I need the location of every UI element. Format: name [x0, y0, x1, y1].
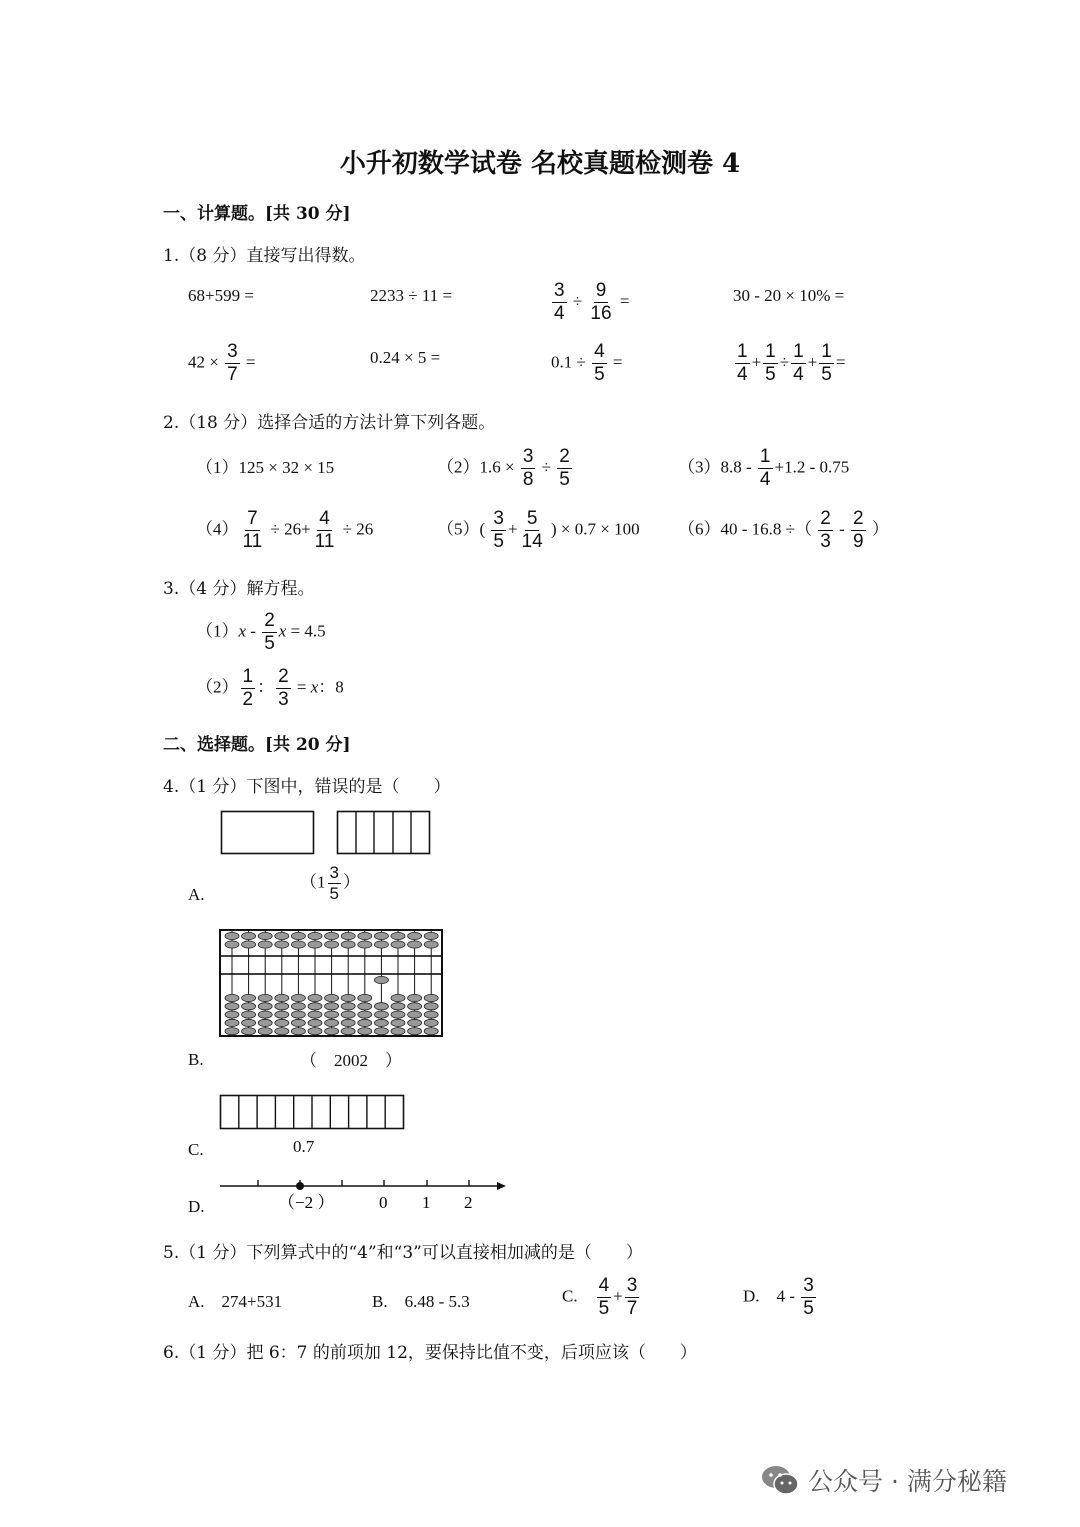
abacus-bead — [391, 1011, 405, 1018]
abacus-bead — [358, 1028, 372, 1035]
abacus-bead — [275, 1003, 289, 1010]
q2-item-1: （1）125 × 32 × 15 — [196, 458, 335, 477]
abacus-bead — [408, 932, 422, 939]
q4-option-d-label[interactable]: D. — [188, 1197, 205, 1216]
q1-item-4: 30 - 20 × 10% = — [733, 286, 845, 305]
abacus-bead — [341, 1028, 355, 1035]
abacus-bead — [242, 1003, 256, 1010]
q4-option-a-caption: （1 $\frac{3}{5}$ ） — [300, 863, 360, 903]
abacus-bead — [275, 941, 289, 948]
abacus-bead — [275, 1028, 289, 1035]
q4-option-a-figure — [218, 808, 434, 858]
abacus-bead — [308, 941, 322, 948]
abacus-bead — [291, 1019, 305, 1026]
abacus-bead — [325, 932, 339, 939]
abacus-bead — [408, 994, 422, 1001]
abacus-bead — [225, 1019, 239, 1026]
abacus-bead — [325, 1028, 339, 1035]
q4-option-c-label[interactable]: C. — [188, 1140, 204, 1159]
abacus-bead — [358, 932, 372, 939]
abacus-bead — [424, 932, 438, 939]
watermark-text: 公众号 · 满分秘籍 — [808, 1467, 1007, 1496]
abacus-bead — [308, 932, 322, 939]
q1-item-7: 0.1 ÷ $\frac{4}{5}$ = — [551, 341, 623, 385]
abacus-bead — [258, 1003, 272, 1010]
abacus-bead — [225, 994, 239, 1001]
q2-item-3: （3）8.8 - $\frac{1}{4}$ +1.2 - 0.75 — [678, 446, 850, 490]
number-line-label-0: 0 — [379, 1193, 388, 1212]
question-1-stem: 1.（8 分）直接写出得数。 — [163, 246, 366, 266]
abacus-bead — [408, 1019, 422, 1026]
abacus-bead — [374, 976, 388, 983]
abacus-bead — [258, 1028, 272, 1035]
abacus-bead — [424, 1011, 438, 1018]
abacus-bead — [358, 1003, 372, 1010]
abacus-bead — [225, 1003, 239, 1010]
page-title: 小升初数学试卷 名校真题检测卷 4 — [339, 149, 741, 179]
abacus-bead — [341, 1019, 355, 1026]
q1-item-8: $\frac{1}{4}$ + $\frac{1}{5}$ ÷ $\frac{1}{4}$ + $\frac{1}{5}$ = — [737, 341, 846, 385]
q3-equation-1: （1）x - $\frac{2}{5}$ x = 4.5 — [196, 610, 326, 654]
q5-option-b[interactable]: B. 6.48 - 5.3 — [372, 1292, 470, 1311]
abacus-bead — [325, 1003, 339, 1010]
abacus-bead — [358, 1019, 372, 1026]
abacus-bead — [325, 941, 339, 948]
number-line-label-neg2: （−2 ） — [278, 1193, 335, 1212]
abacus-bead — [242, 941, 256, 948]
abacus-bead — [408, 1011, 422, 1018]
question-3-stem: 3.（4 分）解方程。 — [163, 579, 315, 599]
abacus-bead — [358, 1011, 372, 1018]
q3-equation-2: （2） $\frac{1}{2}$ ： $\frac{2}{3}$ = x：8 — [196, 666, 344, 710]
question-2-stem: 2.（18 分）选择合适的方法计算下列各题。 — [163, 413, 496, 433]
abacus-bead — [308, 1003, 322, 1010]
abacus-bead — [291, 1003, 305, 1010]
abacus-bead — [408, 1003, 422, 1010]
section-heading-2: 二、选择题。[共 20 分] — [163, 735, 351, 755]
abacus-bead — [391, 1028, 405, 1035]
abacus-bead — [374, 1011, 388, 1018]
abacus-bead — [424, 1019, 438, 1026]
question-4-stem: 4.（1 分）下图中，错误的是（ ） — [163, 777, 451, 797]
abacus-bead — [258, 994, 272, 1001]
q1-item-3: $\frac{3}{4}$ ÷ $\frac{9}{16}$ = — [554, 280, 630, 324]
abacus-bead — [242, 1019, 256, 1026]
q1-item-5: 42 × $\frac{3}{7}$ = — [188, 341, 256, 385]
q2-item-4: （4） $\frac{7}{11}$ ÷ 26+ $\frac{4}{11}$ ÷ 26 — [196, 508, 374, 552]
question-6-stem: 6.（1 分）把 6：7 的前项加 12，要保持比值不变，后项应该（ ） — [163, 1343, 697, 1363]
number-line-label-1: 1 — [422, 1193, 431, 1212]
section-heading-1: 一、计算题。[共 30 分] — [163, 204, 351, 224]
q4-option-b-abacus — [218, 928, 444, 1038]
abacus-bead — [374, 1003, 388, 1010]
abacus-bead — [341, 932, 355, 939]
abacus-bead — [275, 932, 289, 939]
abacus-bead — [424, 941, 438, 948]
number-line-label-2: 2 — [464, 1193, 473, 1212]
q5-option-c[interactable]: C. $\frac{4}{5}$ + $\frac{3}{7}$ — [562, 1275, 638, 1319]
question-5-stem: 5.（1 分）下列算式中的“4”和“3”可以直接相加减的是（ ） — [163, 1243, 643, 1263]
abacus-bead — [374, 941, 388, 948]
abacus-bead — [341, 941, 355, 948]
q4-option-d-number-line — [218, 1174, 510, 1214]
abacus-bead — [275, 1019, 289, 1026]
abacus-bead — [325, 1019, 339, 1026]
q1-item-1: 68+599 = — [188, 286, 254, 305]
abacus-bead — [275, 1011, 289, 1018]
q4-option-a-label[interactable]: A. — [188, 885, 205, 904]
abacus-bead — [391, 1019, 405, 1026]
abacus-bead — [358, 941, 372, 948]
abacus-bead — [242, 994, 256, 1001]
watermark — [760, 1462, 1007, 1498]
abacus-bead — [391, 994, 405, 1001]
abacus-bead — [374, 932, 388, 939]
abacus-bead — [225, 932, 239, 939]
abacus-bead — [291, 941, 305, 948]
q4-option-b-caption: （ 2002 ） — [300, 1051, 402, 1070]
abacus-bead — [391, 932, 405, 939]
q2-item-2: （2）1.6 × $\frac{3}{8}$ ÷ $\frac{2}{5}$ — [437, 446, 570, 490]
abacus-bead — [258, 1011, 272, 1018]
abacus-bead — [308, 1028, 322, 1035]
abacus-bead — [308, 1011, 322, 1018]
abacus-bead — [325, 1011, 339, 1018]
abacus-bead — [242, 1011, 256, 1018]
q1-item-6: 0.24 × 5 = — [370, 348, 441, 367]
abacus-bead — [374, 1019, 388, 1026]
abacus-bead — [325, 994, 339, 1001]
q1-item-2: 2233 ÷ 11 = — [370, 286, 453, 305]
abacus-bead — [291, 1028, 305, 1035]
q4-option-c-caption: 0.7 — [293, 1137, 315, 1156]
abacus-bead — [358, 994, 372, 1001]
abacus-bead — [308, 1019, 322, 1026]
abacus-bead — [341, 994, 355, 1001]
abacus-bead — [424, 1003, 438, 1010]
abacus-bead — [275, 994, 289, 1001]
abacus-bead — [225, 1011, 239, 1018]
abacus-bead — [225, 1028, 239, 1035]
abacus-bead — [341, 1003, 355, 1010]
q4-option-b-label[interactable]: B. — [188, 1050, 204, 1069]
abacus-bead — [424, 994, 438, 1001]
abacus-bead — [341, 1011, 355, 1018]
abacus-bead — [242, 1028, 256, 1035]
abacus-bead — [308, 994, 322, 1001]
q2-item-5: （5）( $\frac{3}{5}$ + $\frac{5}{14}$ ) × 0.7 × 100 — [437, 508, 640, 552]
abacus-bead — [424, 1028, 438, 1035]
abacus-bead — [408, 1028, 422, 1035]
q5-option-d[interactable]: D. 4 - $\frac{3}{5}$ — [743, 1275, 814, 1319]
q2-item-6: （6）40 - 16.8 ÷（ $\frac{2}{3}$ - $\frac{2}{9}$ ） — [678, 508, 889, 552]
abacus-bead — [258, 1019, 272, 1026]
abacus-bead — [291, 994, 305, 1001]
abacus-bead — [391, 1003, 405, 1010]
abacus-bead — [242, 932, 256, 939]
abacus-bead — [258, 932, 272, 939]
abacus-bead — [291, 932, 305, 939]
abacus-bead — [225, 941, 239, 948]
wechat-icon — [760, 1463, 800, 1497]
abacus-bead — [391, 941, 405, 948]
abacus-bead — [291, 1011, 305, 1018]
q4-option-c-figure — [218, 1093, 408, 1131]
abacus-bead — [258, 941, 272, 948]
q5-option-a[interactable]: A. 274+531 — [188, 1292, 283, 1311]
abacus-bead — [408, 941, 422, 948]
abacus-bead — [374, 1028, 388, 1035]
